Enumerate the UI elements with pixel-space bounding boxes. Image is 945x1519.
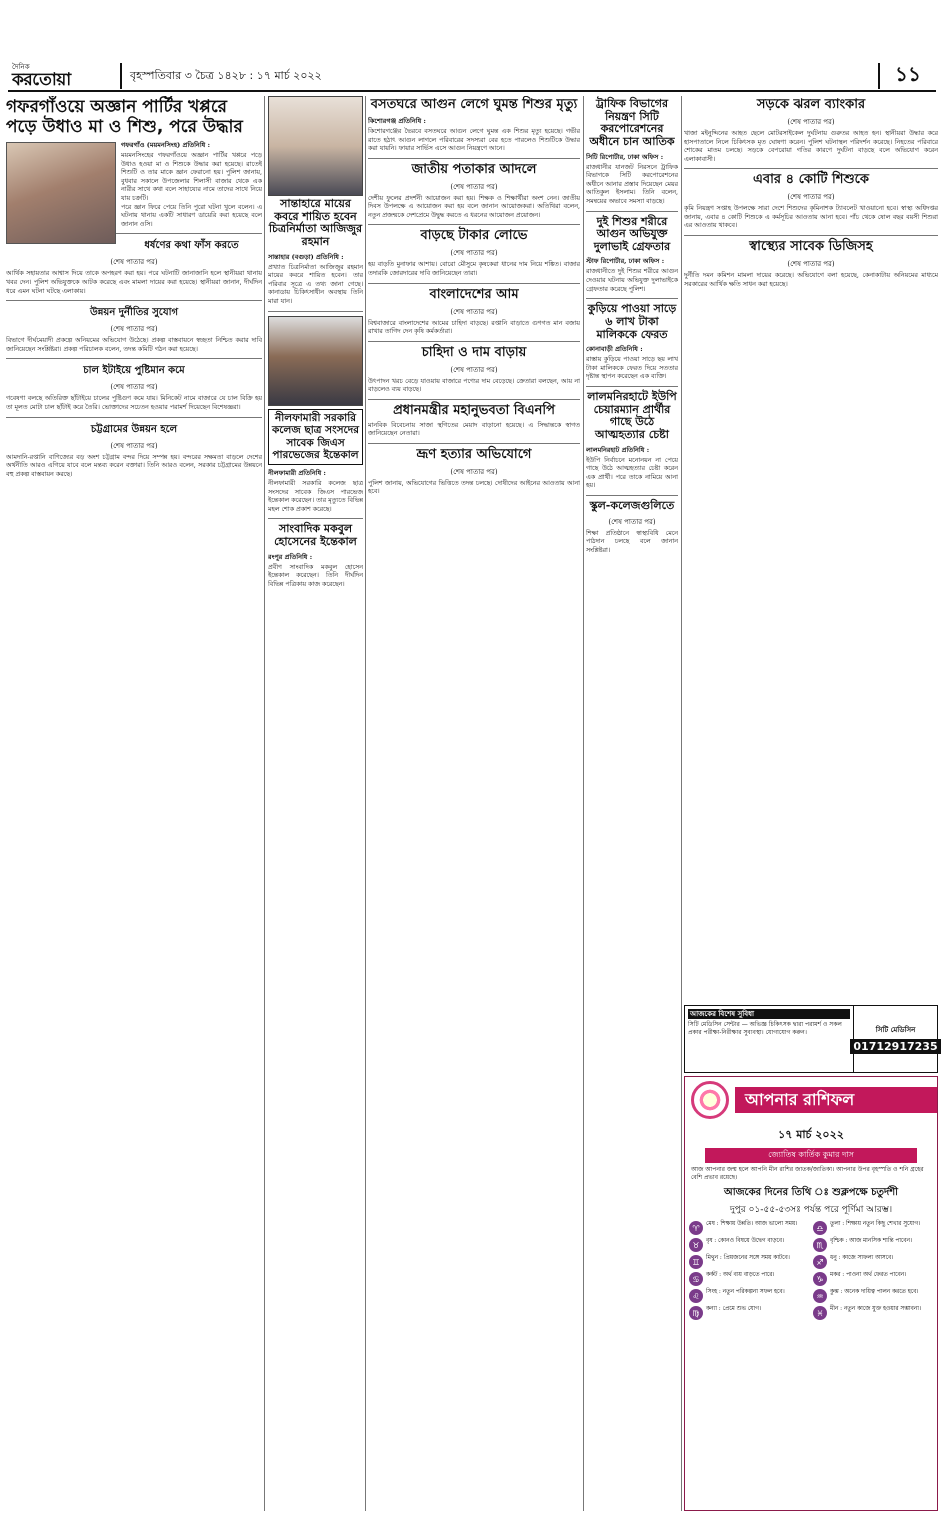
- headline: বাংলাদেশের আম: [429, 286, 519, 302]
- zodiac-sign-item: [813, 1255, 933, 1269]
- continued-label: (শেষ পাতার পর): [110, 258, 158, 267]
- horoscope-header: [685, 1077, 937, 1123]
- byline: স্টাফ রিপোর্টার, ঢাকা অফিস :: [586, 257, 665, 266]
- article-body: বিশ্ববাজারে বাংলাদেশের আমের চাহিদা বাড়ছে। রপ্তানি বাড়াতে গুণগত মান বজায় রাখার তাগিদ দেন কৃষি কর্মকর্তারা।: [368, 319, 580, 336]
- continued-label: (শেষ পাতার পর): [110, 325, 158, 334]
- zodiac-sign-text: মকর : পাওনা অর্থ ফেরত পাবেন।: [830, 1272, 907, 1278]
- ad-name: সিটি মেডিসিন: [875, 1026, 916, 1034]
- ad-contact: [853, 1006, 937, 1072]
- column-1: [6, 96, 262, 1511]
- continued-label: (শেষ পাতার পর): [110, 383, 158, 392]
- article-body: রাজধানীতে দুই শিশুর শরীরে আগুন দেওয়ার ঘটনায় অভিযুক্ত দুলাভাইকে গ্রেফতার করেছে পুলিশ।: [586, 268, 678, 293]
- column-divider: [365, 96, 366, 1511]
- byline: কিশোরগঞ্জ প্রতিনিধি :: [368, 116, 426, 125]
- headline: গফরগাঁওয়ে অজ্ঞান পার্টির খপ্পরে পড়ে উধাও মা ও শিশু, পরে উদ্ধার: [6, 97, 243, 137]
- zodiac-sign-item: [689, 1238, 809, 1252]
- logo-main-text: করতোয়া: [12, 70, 71, 90]
- article-body: আর্থিক সহায়তার আশ্বাস দিয়ে তাকে অপহরণ করা হয়। পরে ঘটনাটি জানাজানি হলে স্থানীয়রা থানায় খবর দেন। পুলিশ অভিযুক্তকে আটক করেছে এবং মামলা দায়ের করা হয়েছে। স্থানীয়রা জানান, দীর্ঘদিন ধরে এমন ঘটনা ঘটছে এলাকায়।: [6, 270, 262, 295]
- article-body: দেশীয় ফুলের প্রদর্শনী আয়োজন করা হয়। শিক্ষক ও শিক্ষার্থীরা অংশ নেন। জাতীয় দিবস উপলক্ষে এ আয়োজন করা হয় বলে জানান আয়োজকরা। অতিথিরা বলেন, নতুন প্রজন্মকে দেশপ্রেমে উদ্বুদ্ধ করতে এ ধরনের আয়োজন প্রয়োজন।: [368, 194, 580, 219]
- horoscope-intro: আজ আপনার জন্ম হলে আপনি মীন রাশির জাতক/জাতিকা। আপনার উপর বৃহস্পতি ও শনি গ্রহের বেশি প্রভাব রয়েছে।: [691, 1166, 924, 1181]
- byline: সান্তাহার (বগুড়া) প্রতিনিধি :: [268, 252, 344, 261]
- article-body: গবেষণা বলছে অতিরিক্ত ছাঁটাইয়ে চালের পুষ্টিগুণ কমে যায়। মিনিকেট নামে বাজারে যে চাল বিক্রি হয় তা মূলত মোটা চাল ছাঁটাই করে তৈরি। ভোক্তাদের সচেতন হওয়ার পরামর্শ দিয়েছেন বিশেষজ্ঞরা।: [6, 395, 262, 411]
- newspaper-logo: [8, 61, 120, 91]
- column-5: [684, 96, 938, 999]
- page-number: ১১: [878, 63, 936, 89]
- headline: ট্রাফিক বিভাগের নিয়ন্ত্রণ সিটি করপোরেশনের অধীনে চান আতিক: [589, 97, 675, 148]
- section-heading: ধর্ষণের কথা ফাঁস করতে: [144, 240, 239, 252]
- article-body: শিক্ষা প্রতিষ্ঠানে স্বাস্থ্যবিধি মেনে পাঠদান চলছে বলে জানান সংশ্লিষ্টরা।: [586, 529, 678, 554]
- zodiac-sign-text: কুম্ভ : অনেক দায়িত্ব পালন করতে হবে।: [830, 1289, 919, 1295]
- divider: [368, 399, 580, 400]
- headline: এবার ৪ কোটি শিশুকে: [753, 172, 869, 188]
- headline: বাড়ছে টাকার লোভে: [420, 228, 528, 244]
- byline: গফরগাঁও (ময়মনসিংহ) প্রতিনিধি :: [121, 141, 210, 150]
- divider: [586, 211, 678, 212]
- headline: ভ্রূণ হত্যার অভিযোগে: [416, 446, 532, 462]
- headline: চাহিদা ও দাম বাড়ায়: [421, 344, 527, 360]
- continued-label: (শেষ পাতার পর): [787, 193, 835, 202]
- zodiac-icon: ♏: [813, 1238, 827, 1252]
- dateline: বৃহস্পতিবার ৩ চৈত্র ১৪২৮ : ১৭ মার্চ ২০২২: [130, 68, 322, 82]
- article-body: কৃমি নিয়ন্ত্রণ সপ্তাহ উপলক্ষে সারা দেশে শিশুদের কৃমিনাশক ট্যাবলেট খাওয়ানো হবে। স্বাস্থ্য অধিদপ্তর জানায়, এবার ৪ কোটি শিশুকে এ কর্মসূচির আওতায় আনা হবে। পাঁচ থেকে ষোল বছর বয়সী শিশুরা এর আওতায় থাকবে।: [684, 205, 938, 230]
- column-2: [268, 96, 363, 1511]
- article-body: পুলিশ জানায়, অভিযোগের ভিত্তিতে তদন্ত চলছে। দোষীদের আইনের আওতায় আনা হবে।: [368, 479, 580, 496]
- zodiac-sign-text: কন্যা : প্রেমে শুভ যোগ।: [706, 1306, 761, 1312]
- headline: স্বাস্থ্যের সাবেক ডিজিসহ: [749, 239, 873, 255]
- portrait-photo: [268, 316, 363, 406]
- byline: লালমনিরহাট প্রতিনিধি :: [586, 445, 650, 454]
- zodiac-sign-text: ধনু : কাজে সাফল্য আসবে।: [830, 1255, 894, 1261]
- horoscope-box: [684, 1076, 938, 1511]
- divider: [368, 443, 580, 444]
- horoscope-author: জ্যোতিষ কার্তিক কুমার দাস: [705, 1148, 917, 1163]
- article-body: কিশোরগঞ্জের ভৈরবে বসতঘরে আগুন লেগে ঘুমন্ত এক শিশুর মৃত্যু হয়েছে। গভীর রাতে হঠাৎ আগুন লাগলে পরিবারের সদস্যরা বের হতে পারলেও শিশুটিকে উদ্ধার করা যায়নি। ফায়ার সার্ভিস এসে আগুন নিয়ন্ত্রণে আনে।: [368, 127, 580, 153]
- divider: [6, 358, 262, 359]
- zodiac-sign-text: তুলা : শিক্ষায় নতুন কিছু শেখার সুযোগ।: [830, 1221, 921, 1227]
- zodiac-sign-item: [689, 1255, 809, 1269]
- zodiac-sign-text: সিংহ : নতুন পরিকল্পনা সফল হবে।: [706, 1289, 785, 1295]
- divider: [368, 158, 580, 159]
- tithi-text: দুপুর ০১-৫৫-৫৩সঃ পর্যন্ত পরে পূর্ণিমা আরম্ভ।: [729, 1205, 893, 1215]
- zodiac-sign-item: [689, 1289, 809, 1303]
- column-divider: [681, 96, 682, 1511]
- section-heading: চাল ইটাইয়ে পুষ্টিমান কমে: [83, 365, 185, 377]
- zodiac-icon: ♋: [689, 1272, 703, 1286]
- section-heading: উন্নয়ন দুর্নীতির সুযোগ: [89, 307, 179, 319]
- zodiac-sign-item: [689, 1306, 809, 1320]
- zodiac-sign-item: [689, 1221, 809, 1235]
- zodiac-icon: ♈: [689, 1221, 703, 1235]
- article-body: উৎপাদন খরচ বেড়ে যাওয়ায় বাজারে পণ্যের দাম বেড়েছে। ক্রেতারা বলছেন, আয় না বাড়লেও ব্যয় বাড়ছে।: [368, 377, 580, 394]
- divider: [586, 298, 678, 299]
- article-body: বিভাগে দীর্ঘমেয়াদী প্রকল্পে অনিয়মের অভিযোগ উঠেছে। প্রকল্প বাস্তবায়নে স্বচ্ছতা নিশ্চিত করার দাবি জানিয়েছেন সংশ্লিষ্টরা। প্রকল্প পরিচালক বলেন, তদন্ত কমিটি গঠন করা হয়েছে।: [6, 337, 262, 353]
- tithi-heading: আজকের দিনের তিথি ঃ শুক্লপক্ষে চতুর্দশী: [723, 1187, 899, 1198]
- column-divider: [583, 96, 584, 1511]
- zodiac-sign-text: কর্কট : অর্থ ব্যয় বাড়তে পারে।: [706, 1272, 775, 1278]
- zodiac-sign-text: বৃষ : কোনও বিষয়ে উদ্বেগ বাড়বে।: [706, 1238, 784, 1244]
- column-divider: [264, 96, 265, 1511]
- article-body: আমদানি-রপ্তানি বাণিজ্যের বড় অংশ চট্টগ্রাম বন্দর দিয়ে সম্পন্ন হয়। বন্দরের সক্ষমতা বাড়লে দেশের অর্থনীতি আরও এগিয়ে যাবে বলে মন্তব্য করেন বক্তারা। তিনি আরও বলেন, সরকার চট্টগ্রামের উন্নয়নে বহু প্রকল্প বাস্তবায়ন করছে।: [6, 453, 262, 478]
- zodiac-sign-list: [685, 1221, 937, 1320]
- continued-label: (শেষ পাতার পর): [608, 517, 656, 526]
- column-3: [368, 96, 580, 1511]
- headline: কুড়িয়ে পাওয়া সাড়ে ৬ লাখ টাকা মালিককে ফেরত: [587, 302, 677, 341]
- headline: বসতঘরে আগুন লেগে ঘুমন্ত শিশুর মৃত্যু: [370, 97, 578, 112]
- article-body: রাজধানীর যানজট নিরসনে ট্রাফিক বিভাগকে সিটি করপোরেশনের অধীনে আনার প্রস্তাব দিয়েছেন মেয়র আতিকুল ইসলাম। তিনি বলেন, সমন্বয়ের অভাবে সমস্যা বাড়ছে।: [586, 163, 678, 205]
- zodiac-icon: ♑: [813, 1272, 827, 1286]
- headline: স্কুল-কলেজগুলিতে: [589, 498, 675, 512]
- ad-body: সিটি মেডিসিন সেন্টার — অভিজ্ঞ চিকিৎসক দ্বারা পরামর্শ ও সকল প্রকার পরীক্ষা-নিরীক্ষার সুব্যবস্থা। যোগাযোগ করুন।: [688, 1021, 842, 1036]
- zodiac-wheel-icon: [691, 1081, 729, 1119]
- divider: [268, 311, 363, 312]
- continued-label: (শেষ পাতার পর): [450, 307, 498, 316]
- divider: [368, 224, 580, 225]
- ad-title: আজকের বিশেষ সুবিধা: [688, 1009, 850, 1019]
- divider: [368, 283, 580, 284]
- ad-text-block: [685, 1006, 853, 1072]
- article-body: ময়মনসিংহের গফরগাঁওয়ে অজ্ঞান পার্টির খপ্পরে পড়ে উধাও হওয়া মা ও শিশুকে উদ্ধার করা হয়েছে। রাতেই শিশুটি ও তার মাকে জ্ঞান ফেরানো হয়। পুলিশ জানায়, বুধবার সকালে উপজেলার শিলাসী বাজার থেকে এক নারীর সাথে কথা বলে সাহায্যের নামে তাদের সাথে নিয়ে যায় চক্রটি।: [121, 152, 262, 203]
- divider: [684, 168, 938, 169]
- article-body: পরে জ্ঞান ফিরে পেয়ে তিনি পুরো ঘটনা খুলে বলেন। এ ঘটনায় থানায় একটি সাধারণ ডায়েরি করা হয়েছে বলে জানান ওসি।: [121, 203, 262, 228]
- article-body: খাজা মইনুদ্দিনের আহত ছেলে মোটরসাইকেল দুর্ঘটনায় গুরুতর আহত হন। স্থানীয়রা উদ্ধার করে হাসপাতালে নিলে চিকিৎসক মৃত ঘোষণা করেন। পুলিশ ঘটনাস্থল পরিদর্শন করেছে। নিহতের পরিবারে শোকের মাতম চলছে। সড়কে বেপরোয়া গতির কারণে দুর্ঘটনা বাড়ছে বলে অভিযোগ করেন এলাকাবাসী।: [684, 129, 938, 163]
- continued-label: (শেষ পাতার পর): [450, 182, 498, 191]
- article-body: রাস্তায় কুড়িয়ে পাওয়া সাড়ে ছয় লাখ টাকা মালিককে ফেরত দিয়ে সততার দৃষ্টান্ত স্থাপন করেছেন এক ব্যক্তি।: [586, 356, 678, 381]
- headline: সড়কে ঝরল ব্যাংকার: [756, 97, 866, 112]
- section-heading: চট্টগ্রামের উন্নয়ন হলে: [90, 423, 178, 435]
- horoscope-date: ১৭ মার্চ ২০২২: [778, 1128, 844, 1141]
- zodiac-sign-item: [813, 1306, 933, 1320]
- zodiac-icon: ♎: [813, 1221, 827, 1235]
- zodiac-icon: ♉: [689, 1238, 703, 1252]
- article-body: প্রবীণ সাংবাদিক মকবুল হোসেন ইন্তেকাল করেছেন। তিনি দীর্ঘদিন বিভিন্ন পত্রিকায় কাজ করেছেন।: [268, 563, 363, 588]
- zodiac-icon: ♒: [813, 1289, 827, 1303]
- zodiac-sign-text: মীন : নতুন কাজে যুক্ত হওয়ার সম্ভাবনা।: [830, 1306, 921, 1312]
- zodiac-icon: ♊: [689, 1255, 703, 1269]
- continued-label: (শেষ পাতার পর): [450, 365, 498, 374]
- continued-label: (শেষ পাতার পর): [450, 249, 498, 258]
- continued-label: (শেষ পাতার পর): [787, 259, 835, 268]
- boxed-headline: নীলফামারী সরকারি কলেজ ছাত্র সংসদের সাবেক জিএস পারভেজের ইন্তেকাল: [268, 409, 363, 465]
- divider: [6, 417, 262, 418]
- column-4: [586, 96, 678, 1511]
- zodiac-sign-item: [813, 1272, 933, 1286]
- zodiac-sign-text: মিথুন : প্রিয়জনের সঙ্গে সময় কাটবে।: [706, 1255, 790, 1261]
- article-body: হয় বাড়তি মুনাফার আশায়। বোরো মৌসুমে কৃষকেরা ধানের দাম নিয়ে শঙ্কিত। বাজার তদারকি জোরদারের দাবি জানিয়েছেন তারা।: [368, 261, 580, 277]
- advertisement: [684, 1005, 938, 1073]
- article-body: ইউপি নির্বাচনে মনোনয়ন না পেয়ে গাছে উঠে আত্মহত্যার চেষ্টা করেন এক প্রার্থী। পরে তাকে নামিয়ে আনা হয়।: [586, 456, 678, 490]
- zodiac-sign-item: [813, 1289, 933, 1303]
- divider: [684, 235, 938, 236]
- zodiac-sign-item: [689, 1272, 809, 1286]
- divider: [268, 518, 363, 519]
- headline: লালমনিরহাটে ইউপি চেয়ারম্যান প্রার্থীর গাছে উঠে আত্মহত্যার চেষ্টা: [587, 389, 677, 441]
- masthead: [8, 62, 936, 92]
- continued-label: (শেষ পাতার পর): [110, 441, 158, 450]
- divider: [6, 300, 262, 301]
- zodiac-icon: ♐: [813, 1255, 827, 1269]
- continued-label: (শেষ পাতার পর): [450, 467, 498, 476]
- portrait-photo: [268, 96, 363, 196]
- byline: সিটি রিপোর্টার, ঢাকা অফিস :: [586, 152, 664, 161]
- headline: সাংবাদিক মকবুল হোসেনের ইন্তেকাল: [274, 522, 357, 548]
- article-body: প্রখ্যাত চিত্রনির্মাতা আজিজুর রহমান মায়ের কবরে শায়িত হবেন। তার পরিবার সূত্রে এ তথ্য জানা গেছে। কানাডায় চিকিৎসাধীন অবস্থায় তিনি মারা যান।: [268, 263, 363, 305]
- horoscope-title: আপনার রাশিফল: [735, 1087, 937, 1113]
- divider: [368, 341, 580, 342]
- zodiac-sign-text: মেষ : শিক্ষায় উন্নতি। আজ ভালো সময়।: [706, 1221, 798, 1227]
- article-body: নীলফামারী সরকারি কলেজ ছাত্র সংসদের সাবেক জিএস পারভেজ ইন্তেকাল করেছেন। তার মৃত্যুতে বিভিন্ন মহল শোক প্রকাশ করেছে।: [268, 479, 363, 513]
- news-photo: [6, 142, 116, 244]
- zodiac-sign-item: [813, 1238, 933, 1252]
- byline: কোনাবাড়ী প্রতিনিধি :: [586, 345, 643, 354]
- byline: রংপুর প্রতিনিধি :: [268, 552, 313, 561]
- headline: প্রধানমন্ত্রীর মহানুভবতা বিএনপি: [393, 402, 555, 418]
- zodiac-sign-item: [813, 1221, 933, 1235]
- headline: সান্তাহারে মায়ের কবরে শায়িত হবেন চিত্রনির্মাতা আজিজুর রহমান: [268, 197, 363, 248]
- byline: নীলফামারী প্রতিনিধি :: [268, 468, 326, 477]
- divider: [586, 495, 678, 496]
- headline: জাতীয় পতাকার আদলে: [411, 161, 537, 177]
- divider: [586, 386, 678, 387]
- zodiac-icon: ♓: [813, 1306, 827, 1320]
- logo-small-text: দৈনিক: [12, 63, 30, 71]
- zodiac-sign-text: বৃশ্চিক : আজ মানসিক শান্তি পাবেন।: [830, 1238, 913, 1244]
- zodiac-icon: ♍: [689, 1306, 703, 1320]
- article-body: দুর্নীতি দমন কমিশন মামলা দায়ের করেছে। অভিযোগে বলা হয়েছে, কেনাকাটায় অনিয়মের মাধ্যমে সরকারের আর্থিক ক্ষতি সাধন করা হয়েছে।: [684, 271, 938, 288]
- headline: দুই শিশুর শরীরে আগুন অভিযুক্ত দুলাভাই গ্রেফতার: [593, 214, 671, 253]
- article-body: মানবিক বিবেচনায় সাজা স্থগিতের মেয়াদ বাড়ানো হয়েছে। এ সিদ্ধান্তকে স্বাগত জানিয়েছেন নেতারা।: [368, 421, 580, 438]
- ad-phone: 01712917235: [850, 1039, 940, 1054]
- zodiac-icon: ♌: [689, 1289, 703, 1303]
- continued-label: (শেষ পাতার পর): [787, 117, 835, 126]
